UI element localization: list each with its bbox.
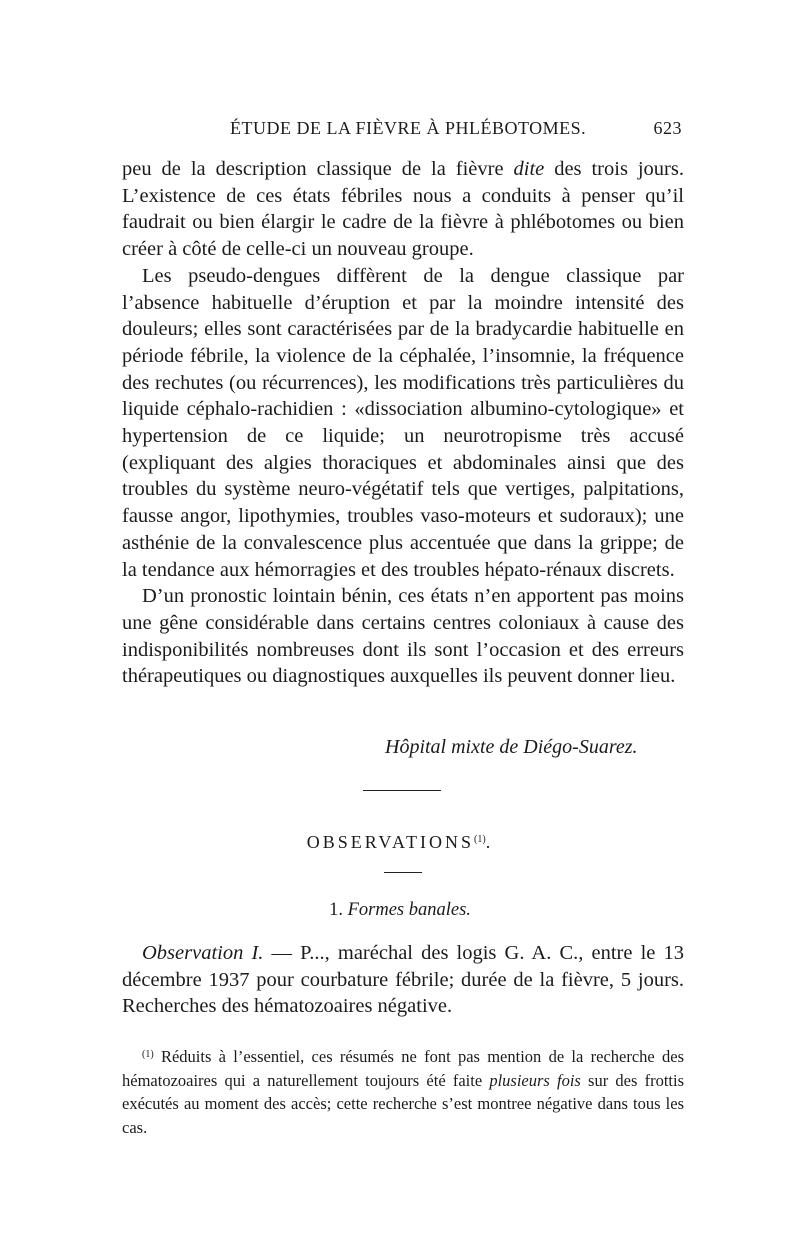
footnote-reference: (1) (474, 834, 486, 845)
paragraph-3: D’un pronostic lointain bénin, ces états n’en apportent pas moins une gêne considérable dans certains centres coloniaux à cause des indisponibilités nombreuses dont ils sont l’occasion et des erreurs thérapeutiques ou diagnostiques auxquelles ils peuvent donner lieu. (122, 585, 684, 688)
footnote-marker: (1) (142, 1049, 154, 1060)
running-head (122, 118, 682, 142)
subsection-title: Formes banales. (347, 900, 471, 920)
main-text (122, 156, 684, 690)
page-number: 623 (653, 118, 682, 138)
paragraph-2: Les pseudo-dengues diffèrent de la dengue classique par l’absence habituelle d’éruption et par la moindre intensité des douleurs; elles sont caractérisées par de la bradycardie habituelle en période fébrile, la violence de la céphalée, l’insomnie, la fréquence des rechutes (ou récurrences), les modifications très particulières du liquide céphalo-rachidien : «dissociation albumino-cytologique» et hypertension de ce liquide; un neurotropisme très accusé (expliquant des algies thoraciques et abdominales ainsi que des troubles du système neuro-végétatif tels que vertiges, palpitations, fausse angor, lipothymies, troubles vaso-moteurs et sudoraux); une asthénie de la convalescence plus accentuée que dans la grippe; de la tendance aux hémorragies et des troubles hépato-rénaux discrets. (122, 264, 684, 581)
signature-line: Hôpital mixte de Diégo-Suarez. (385, 736, 638, 758)
running-head-title: ÉTUDE DE LA FIÈVRE À PHLÉBOTOMES. (230, 118, 587, 138)
section-heading: OBSERVATIONS$^{(1)}$. (306, 832, 494, 852)
italic-word: dite (513, 158, 545, 180)
paragraph-1: peu de la description classique de la fièvre dite des trois jours. L’existence de ces états fébriles nous a conduits à penser qu’il faudrait ou bien élargir le cadre de la fièvre à phlébotomes ou bien créer à côté de celle-ci un nouveau groupe. (122, 158, 684, 261)
observation-entry (122, 940, 684, 1020)
subsection-number: 1. (329, 900, 343, 920)
section-divider (363, 790, 441, 791)
observation-label: Observation I. (142, 942, 264, 964)
footnote: $^{(1)}$ Réduits à l’essentiel, ces résumés ne font pas mention de la recherche des hématozoaires qui a naturellement toujours été faite plusieurs fois sur des frottis exécutés au moment des accès; cette recherche s’est montree négative dans tous les cas. (122, 1047, 684, 1137)
heading-divider (384, 872, 422, 873)
subsection-heading (290, 900, 510, 921)
observation-text: — P..., maréchal des logis G. A. C., entre le 13 décembre 1937 pour courbature fébrile; durée de la fièvre, 5 jours. Recherches des hématozoaires négative. (122, 942, 684, 1018)
